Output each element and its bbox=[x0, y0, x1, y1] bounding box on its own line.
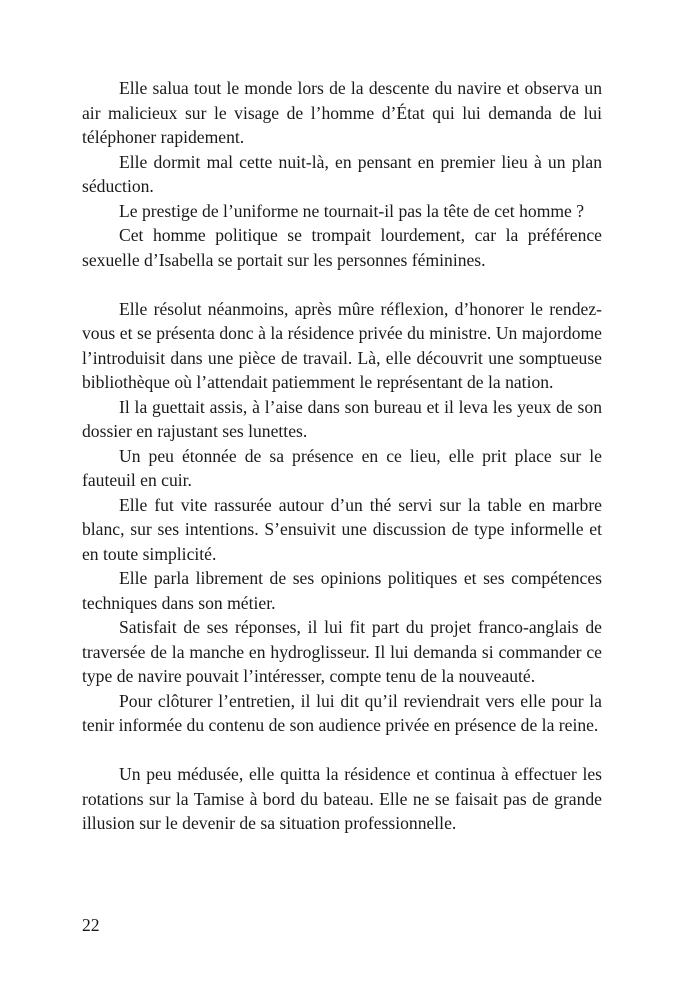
paragraph: Un peu étonnée de sa présence en ce lieu, elle prit place sur le fauteuil en cuir. bbox=[82, 445, 602, 490]
paragraph: Il la guettait assis, à l’aise dans son bureau et il leva les yeux de son dossier en rajustant ses lunettes. bbox=[82, 396, 602, 441]
paragraph: Satisfait de ses réponses, il lui fit part du projet franco-anglais de traversée de la manche en hydroglisseur. Il lui demanda si commander ce type de navire pouvait l’intéresser, compte tenu de la nouveauté. bbox=[82, 617, 602, 686]
paragraph: Elle dormit mal cette nuit-là, en pensant en premier lieu à un plan séduction. bbox=[82, 151, 602, 196]
paragraph: Le prestige de l’uniforme ne tournait-il pas la tête de cet homme ? bbox=[119, 200, 585, 221]
paragraph: Pour clôturer l’entretien, il lui dit qu’il reviendrait vers elle pour la tenir informée du contenu de son audience privée en présence de la reine. bbox=[82, 690, 602, 735]
paragraph: Elle résolut néanmoins, après mûre réflexion, d’honorer le rendez-vous et se présenta donc à la résidence privée du ministre. Un majordome l’introduisit dans une pièce de travail. Là, elle découvrit une somptueuse bibliothèque où l’attendait patiemment le représentant de la nation. bbox=[82, 298, 602, 392]
paragraph: Un peu médusée, elle quitta la résidence et continua à effectuer les rotations sur la Tamise à bord du bateau. Elle ne se faisait pas de grande illusion sur le devenir de sa situation professionnelle. bbox=[82, 764, 602, 833]
paragraph: Elle parla librement de ses opinions politiques et ses compétences techniques dans son métier. bbox=[82, 568, 602, 613]
section-break bbox=[82, 738, 602, 763]
section-break bbox=[82, 272, 602, 297]
paragraph: Elle fut vite rassurée autour d’un thé servi sur la table en marbre blanc, sur ses intentions. S’ensuivit une discussion de type informelle et en toute simplicité. bbox=[82, 494, 602, 564]
page-number: 22 bbox=[82, 915, 100, 935]
body-text bbox=[82, 76, 602, 836]
paragraph: Elle salua tout le monde lors de la descente du navire et observa un air malicieux sur le visage de l’homme d’État qui lui demanda de lui téléphoner rapidement. bbox=[82, 78, 602, 147]
paragraph: Cet homme politique se trompait lourdement, car la préférence sexuelle d’Isabella se portait sur les personnes féminines. bbox=[82, 225, 602, 270]
